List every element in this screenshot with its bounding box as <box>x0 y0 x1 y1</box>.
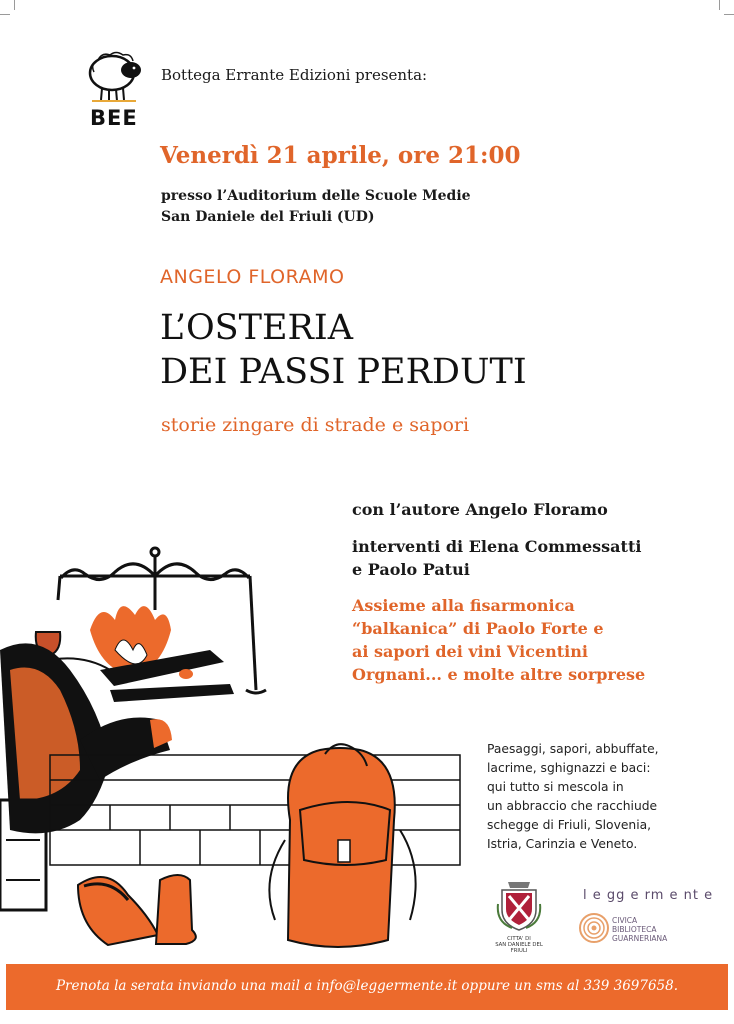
shoes-icon <box>78 875 196 945</box>
booking-bar <box>6 964 728 1010</box>
crop-mark <box>0 14 10 15</box>
leggermente-logo: l e gg e rm e nt e <box>583 888 714 903</box>
library-name-line: BIBLIOTECA <box>612 925 657 934</box>
comune-caption-line: CITTA' DI <box>507 936 531 942</box>
comune-logo <box>496 878 542 958</box>
library-name-line: GUARNERIANA <box>612 934 668 943</box>
music-line: Assieme alla fisarmonica <box>352 596 575 615</box>
description-line: lacrime, sghignazzi e baci: <box>487 761 651 775</box>
crop-mark <box>719 0 720 10</box>
booking-text: Prenota la serata inviando una mail a info@leggermente.it oppure un sms al 339 3697658. <box>55 978 679 994</box>
person-in-chair-icon <box>0 643 172 910</box>
book-title <box>160 306 527 394</box>
with-author: con l’autore Angelo Floramo <box>352 500 608 519</box>
publisher-logo <box>84 48 146 132</box>
description-line: Paesaggi, sapori, abbuffate, <box>487 742 659 756</box>
library-logo <box>578 908 678 948</box>
library-name <box>612 916 667 943</box>
backpack-icon <box>269 744 415 947</box>
book-subtitle: storie zingare di strade e sapori <box>161 414 470 436</box>
venue-line: San Daniele del Friuli (UD) <box>161 209 375 225</box>
book-title-line: DEI PASSI PERDUTI <box>160 352 527 392</box>
guests-line: e Paolo Patui <box>352 560 470 579</box>
library-name-line: CIVICA <box>612 916 638 925</box>
description-line: qui tutto si mescola in <box>487 780 624 794</box>
venue <box>161 186 471 228</box>
description-line: Istria, Carinzia e Veneto. <box>487 837 638 851</box>
book-title-line: L’OSTERIA <box>160 308 353 348</box>
venue-line: presso l’Auditorium delle Scuole Medie <box>161 188 471 204</box>
osteria-illustration <box>0 540 470 965</box>
crop-mark <box>724 14 734 15</box>
music-line: Orgnani... e molte altre sorprese <box>352 665 646 684</box>
music-line: “balkanica” di Paolo Forte e <box>352 619 604 638</box>
comune-caption <box>488 936 550 954</box>
comune-caption-line: SAN DANIELE DEL FRIULI <box>495 942 543 954</box>
publisher-line: Bottega Errante Edizioni presenta: <box>161 66 428 84</box>
music-line: ai sapori dei vini Vicentini <box>352 642 588 661</box>
crop-mark <box>14 0 15 10</box>
coat-of-arms-icon <box>496 878 542 936</box>
description-line: schegge di Friuli, Slovenia, <box>487 818 652 832</box>
author-name: ANGELO FLORAMO <box>160 266 345 288</box>
book-description <box>487 740 659 854</box>
sheep-icon <box>84 48 146 106</box>
description-line: un abbraccio che racchiude <box>487 799 658 813</box>
library-rings-icon <box>578 912 610 944</box>
event-date: Venerdì 21 aprile, ore 21:00 <box>160 142 521 169</box>
publisher-logo-text: BEE <box>90 106 138 130</box>
guests-line: interventi di Elena Commessatti <box>352 537 642 556</box>
